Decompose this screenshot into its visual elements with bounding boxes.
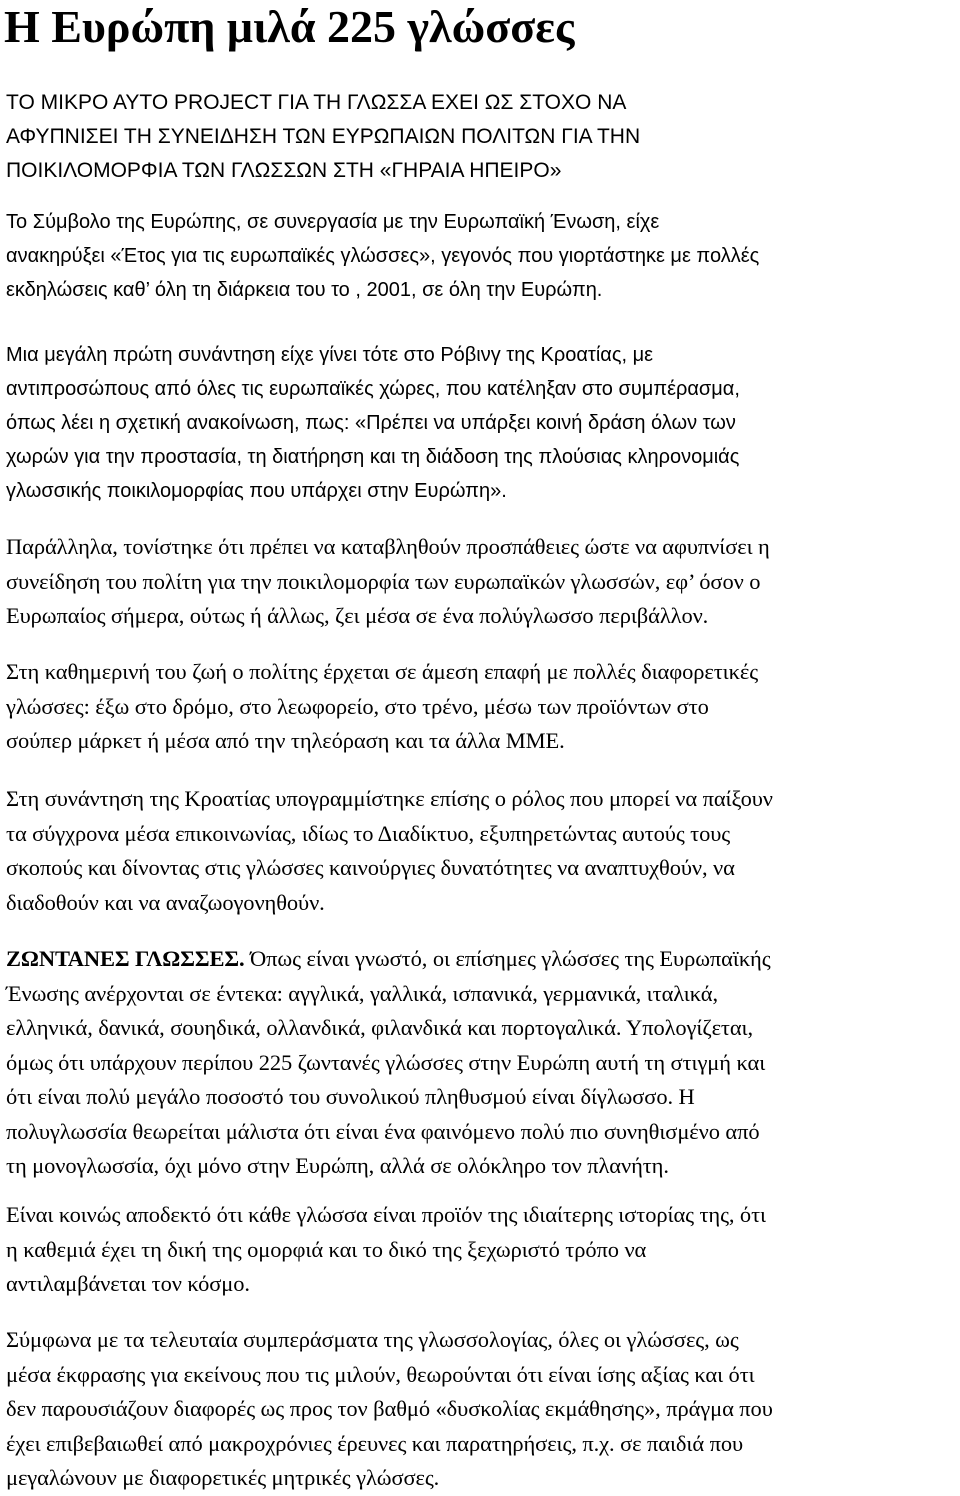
text-line: εκδηλώσεις καθ’ όλη τη διάρκεια του το , 2001, σε όλη την Ευρώπη. [6, 279, 603, 301]
text-line: Ένωσης ανέρχονται σε έντεκα: αγγλικά, γαλλικά, ισπανικά, γερμανικά, ιταλικά, [6, 980, 719, 1006]
text-line: γλωσσικής ποικιλομορφίας που υπάρχει στην Ευρώπη». [6, 480, 507, 502]
text-line: Σύμφωνα με τα τελευταία συμπεράσματα της γλωσσολογίας, όλες οι γλώσσες, ως [6, 1327, 739, 1352]
text-line: σούπερ μάρκετ ή μέσα από την τηλεόραση και τα άλλα ΜΜΕ. [6, 728, 565, 753]
paragraph-daily-life [6, 655, 956, 759]
text-line: συνείδηση του πολίτη για την ποικιλομορφία των ευρωπαϊκών γλωσσών, εφ’ όσον ο [6, 568, 761, 594]
text-line: διαδοθούν και να αναζωογονηθούν. [6, 889, 325, 915]
text-line: χωρών για την προστασία, τη διατήρηση και τη διάδοση της πλούσιας κληρονομιάς [6, 446, 740, 468]
text-line: αντιλαμβάνεται τον κόσμο. [6, 1271, 250, 1296]
text-line: γλώσσες: έξω στο δρόμο, στο λεωφορείο, στο τρένο, μέσω των προϊόντων στο [6, 693, 709, 719]
paragraph-each-language [6, 1198, 956, 1302]
text-line: τη μονογλωσσία, όχι μόνο στην Ευρώπη, αλλά σε ολόκληρο τον πλανήτη. [6, 1153, 669, 1178]
text-line: Το Σύμβολο της Ευρώπης, σε συνεργασία με την Ευρωπαϊκή Ένωση, είχε [6, 211, 660, 233]
text-line [6, 942, 956, 977]
text-line: Μια μεγάλη πρώτη συνάντηση είχε γίνει τότε στο Ρόβινγ της Κροατίας, με [6, 344, 654, 366]
text-line: Στη καθημερινή του ζωή ο πολίτης έρχεται σε άμεση επαφή με πολλές διαφορετικές [6, 659, 759, 684]
document-title: Η Ευρώπη μιλά 225 γλώσσες [4, 1, 575, 52]
text-line: ότι είναι πολύ μεγάλο ποσοστό του συνολικού πληθυσμού είναι δίγλωσσο. Η [6, 1084, 695, 1109]
text-line: όμως ότι υπάρχουν περίπου 225 ζωντανές γλώσσες στην Ευρώπη αυτή τη στιγμή και [6, 1049, 766, 1075]
paragraph-awareness [6, 530, 956, 634]
text-run: Όπως είναι γνωστό, οι επίσημες γλώσσες της Ευρωπαϊκής [244, 946, 771, 971]
text-line: Παράλληλα, τονίστηκε ότι πρέπει να καταβληθούν προσπάθειες ώστε να αφυπνίσει η [6, 534, 770, 559]
paragraph-rovinj-meeting [6, 338, 956, 508]
text-line: πολυγλωσσία θεωρείται μάλιστα ότι είναι ένα φαινόμενο πολύ πιο συνηθισμένο από [6, 1118, 760, 1144]
intro-line: ΤΟ ΜΙΚΡΟ ΑΥΤΟ PROJECT ΓΙΑ ΤΗ ΓΛΩΣΣΑ ΕΧΕΙ ΩΣ ΣΤΟΧΟ ΝΑ [6, 91, 627, 114]
text-line: αντιπροσώπους από όλες τις ευρωπαϊκές χώρες, που κατέληξαν στο συμπέρασμα, [6, 378, 740, 400]
paragraph-media-role [6, 782, 956, 920]
text-line: δεν παρουσιάζουν διαφορές ως προς τον βαθμό «δυσκολίας εκμάθησης», πράγμα που [6, 1396, 773, 1421]
paragraph-year-of-languages [6, 205, 956, 307]
text-line: έχει επιβεβαιωθεί από μακροχρόνιες έρευνες και παρατηρήσεις, π.χ. σε παιδιά που [6, 1430, 744, 1456]
text-line: μέσα έκφρασης για εκείνους που τις μιλούν, θεωρούνται ότι είναι ίσης αξίας και ότι [6, 1361, 755, 1387]
paragraph-linguistics [6, 1323, 956, 1496]
intro-paragraph [6, 86, 946, 188]
section-heading: ΖΩΝΤΑΝΕΣ ΓΛΩΣΣΕΣ. [6, 946, 245, 971]
text-line: ελληνικά, δανικά, σουηδικά, ολλανδικά, φιλανδικά και πορτογαλικά. Υπολογίζεται, [6, 1015, 754, 1040]
text-line: η καθεμιά έχει τη δική της ομορφιά και το δικό της ξεχωριστό τρόπο να [6, 1236, 647, 1262]
paragraph-living-languages [6, 942, 956, 1184]
text-line: Στη συνάντηση της Κροατίας υπογραμμίστηκε επίσης ο ρόλος που μπορεί να παίξουν [6, 786, 773, 811]
intro-line: ΑΦΥΠΝΙΣΕΙ ΤΗ ΣΥΝΕΙΔΗΣΗ ΤΩΝ ΕΥΡΩΠΑΙΩΝ ΠΟΛΙΤΩΝ ΓΙΑ ΤΗΝ [6, 125, 641, 148]
text-line: μεγαλώνουν με διαφορετικές μητρικές γλώσσες. [6, 1465, 440, 1490]
text-line: σκοπούς και δίνοντας στις γλώσσες καινούργιες δυνατότητες να αναπτυχθούν, να [6, 855, 735, 880]
text-line: Είναι κοινώς αποδεκτό ότι κάθε γλώσσα είναι προϊόν της ιδιαίτερης ιστορίας της, ότι [6, 1202, 766, 1227]
text-line: τα σύγχρονα μέσα επικοινωνίας, ιδίως το Διαδίκτυο, εξυπηρετώντας αυτούς τους [6, 820, 731, 846]
text-line: ανακηρύξει «Έτος για τις ευρωπαϊκές γλώσσες», γεγονός που γιορτάστηκε με πολλές [6, 245, 760, 267]
text-line: όπως λέει η σχετική ανακοίνωση, πως: «Πρέπει να υπάρξει κοινή δράση όλων των [6, 412, 736, 434]
intro-line: ΠΟΙΚΙΛΟΜΟΡΦΙΑ ΤΩΝ ΓΛΩΣΣΩΝ ΣΤΗ «ΓΗΡΑΙΑ ΗΠΕΙΡΟ» [6, 159, 562, 182]
text-line: Ευρωπαίος σήμερα, ούτως ή άλλως, ζει μέσα σε ένα πολύγλωσσο περιβάλλον. [6, 603, 709, 628]
